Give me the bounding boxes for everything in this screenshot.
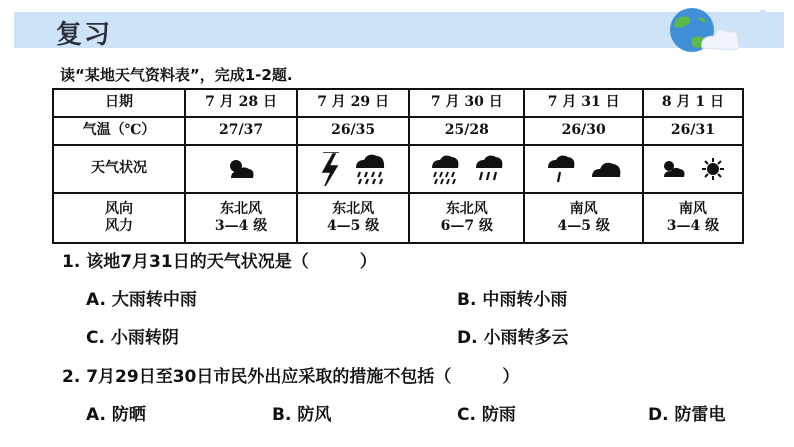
question-1-option-c[interactable]: C. 小雨转阴 bbox=[86, 328, 179, 348]
weather-cell bbox=[409, 145, 524, 193]
date-cell: 7 月 29 日 bbox=[297, 89, 409, 117]
wind-cell bbox=[185, 193, 297, 243]
date-cell: 7 月 30 日 bbox=[409, 89, 524, 117]
wind-dir: 南风 bbox=[678, 200, 707, 217]
intro-text: 读“某地天气资料表”，完成1-2题. bbox=[60, 66, 293, 84]
weather-cell bbox=[643, 145, 743, 193]
wind-force: 4—5 级 bbox=[557, 218, 610, 234]
cloudy-sun-icon bbox=[661, 159, 687, 179]
question-2-option-b[interactable]: B. 防风 bbox=[272, 405, 332, 425]
table-row bbox=[53, 193, 743, 243]
table-row bbox=[53, 89, 743, 117]
light-rain-icon bbox=[546, 153, 576, 185]
page-title: 复习 bbox=[56, 20, 113, 50]
date-cell: 7 月 28 日 bbox=[185, 89, 297, 117]
question-1-option-d[interactable]: D. 小雨转多云 bbox=[457, 328, 569, 348]
temp-cell: 25/28 bbox=[409, 117, 524, 145]
wind-cell bbox=[524, 193, 642, 243]
wind-cell bbox=[297, 193, 409, 243]
row-header-wind-force: 风力 bbox=[105, 218, 133, 234]
wind-force: 3—4 级 bbox=[214, 218, 268, 234]
row-header-date: 日期 bbox=[53, 89, 185, 117]
globe-cloud-icon bbox=[662, 4, 742, 58]
row-header-weather: 天气状况 bbox=[53, 145, 185, 193]
wind-cell bbox=[409, 193, 524, 243]
temp-cell: 26/31 bbox=[643, 117, 743, 145]
wind-force: 6—7 级 bbox=[440, 218, 493, 234]
question-2-option-c[interactable]: C. 防雨 bbox=[457, 405, 516, 425]
wind-cell bbox=[643, 193, 743, 243]
decor-square bbox=[760, 10, 766, 16]
weather-cell bbox=[297, 145, 409, 193]
row-header-wind-dir: 风向 bbox=[105, 200, 133, 217]
date-cell: 7 月 31 日 bbox=[524, 89, 642, 117]
table-row bbox=[53, 117, 743, 145]
decor-square bbox=[746, 22, 754, 30]
question-2-option-a[interactable]: A. 防晒 bbox=[86, 405, 146, 425]
moderate-rain-icon bbox=[474, 153, 504, 185]
question-2-option-d[interactable]: D. 防雷电 bbox=[648, 405, 726, 425]
sun-icon bbox=[701, 157, 725, 181]
weather-cell bbox=[185, 145, 297, 193]
lightning-icon bbox=[319, 152, 339, 186]
temp-cell: 27/37 bbox=[185, 117, 297, 145]
overcast-icon bbox=[590, 159, 622, 179]
row-header-wind bbox=[53, 193, 185, 243]
wind-dir: 东北风 bbox=[332, 200, 375, 217]
wind-force: 4—5 级 bbox=[326, 218, 380, 234]
wind-dir: 南风 bbox=[569, 200, 598, 217]
table-row bbox=[53, 145, 743, 193]
decor-square bbox=[770, 34, 776, 40]
wind-dir: 东北风 bbox=[220, 200, 263, 217]
heavy-rain-icon bbox=[430, 153, 460, 185]
weather-cell bbox=[524, 145, 642, 193]
wind-dir: 东北风 bbox=[445, 200, 488, 217]
heavy-rain-icon bbox=[353, 152, 387, 186]
question-1: 1. 该地7月31日的天气状况是（ ） bbox=[62, 252, 377, 272]
cloudy-sun-icon bbox=[227, 158, 255, 180]
weather-table bbox=[52, 88, 744, 244]
temp-cell: 26/30 bbox=[524, 117, 642, 145]
question-1-option-a[interactable]: A. 大雨转中雨 bbox=[86, 290, 197, 310]
date-cell: 8 月 1 日 bbox=[643, 89, 743, 117]
question-2: 2. 7月29日至30日市民外出应采取的措施不包括（ ） bbox=[62, 367, 520, 387]
temp-cell: 26/35 bbox=[297, 117, 409, 145]
wind-force: 3—4 级 bbox=[666, 218, 720, 234]
question-1-option-b[interactable]: B. 中雨转小雨 bbox=[457, 290, 568, 310]
row-header-temp: 气温（℃） bbox=[53, 117, 185, 145]
